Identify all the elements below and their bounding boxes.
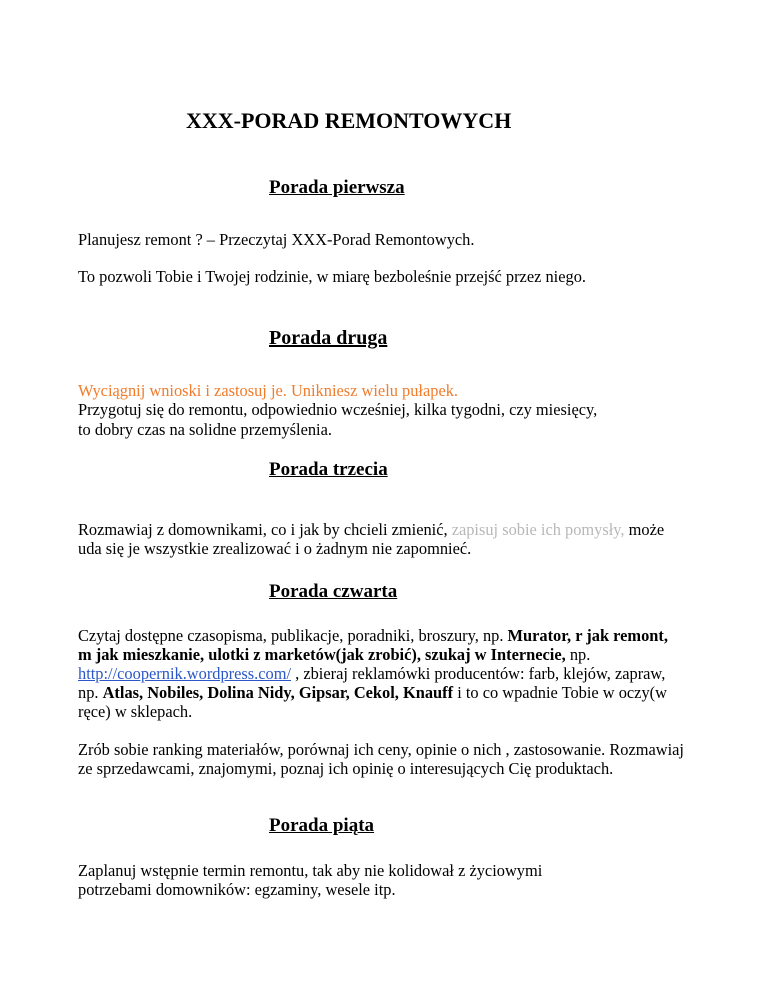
heading-porada-druga: Porada druga bbox=[269, 327, 388, 349]
text-span: Rozmawiaj z domownikami, co i jak by chcieli zmienić, bbox=[78, 520, 452, 539]
text-span: Czytaj dostępne czasopisma, publikacje, poradniki, broszury, np. bbox=[78, 626, 508, 645]
heading-porada-pierwsza: Porada pierwsza bbox=[269, 177, 405, 198]
paragraph: Zaplanuj wstępnie termin remontu, tak aby nie kolidował z życiowymi potrzebami domowników: egzaminy, wesele itp. bbox=[78, 861, 543, 899]
paragraph: To pozwoli Tobie i Twojej rodzinie, w miarę bezboleśnie przejść przez niego. bbox=[78, 267, 586, 286]
highlighted-paragraph: Wyciągnij wnioski i zastosuj je. Unikniesz wielu pułapek. bbox=[78, 381, 459, 400]
heading-porada-piata: Porada piąta bbox=[269, 815, 375, 836]
paragraph: to dobry czas na solidne przemyślenia. bbox=[78, 420, 332, 439]
paragraph bbox=[78, 520, 678, 558]
text-span: , zbieraj reklamówki producentów: farb, klejów, zapraw, np. bbox=[78, 664, 666, 702]
paragraph: Przygotuj się do remontu, odpowiednio wcześniej, kilka tygodni, czy miesięcy, bbox=[78, 400, 598, 419]
bold-text: Atlas, Nobiles, Dolina Nidy, Gipsar, Cekol, Knauff bbox=[102, 683, 454, 702]
text-span: np. bbox=[565, 645, 591, 664]
heading-porada-czwarta: Porada czwarta bbox=[269, 581, 398, 602]
coopernik-link[interactable]: http://coopernik.wordpress.com/ bbox=[78, 664, 292, 683]
paragraph bbox=[78, 626, 678, 721]
paragraph: Zrób sobie ranking materiałów, porównaj ich ceny, opinie o nich , zastosowanie. Rozmawiaj ze sprzedawcami, znajomymi, poznaj ich opinię o interesujących Cię produktach. bbox=[78, 740, 684, 778]
text-span: i to co wpadnie Tobie w oczy(w ręce) w sklepach. bbox=[78, 683, 667, 721]
text-span: może uda się je wszystkie zrealizować i o żadnym nie zapomnieć. bbox=[78, 520, 665, 558]
bold-text: Murator, r jak remont, m jak mieszkanie, ulotki z marketów(jak zrobić), szukaj w Internecie, bbox=[78, 626, 668, 664]
heading-porada-trzecia: Porada trzecia bbox=[269, 459, 388, 480]
paragraph: Planujesz remont ? – Przeczytaj XXX-Porad Remontowych. bbox=[78, 230, 475, 249]
grey-text-span: zapisuj sobie ich pomysły, bbox=[451, 520, 625, 539]
document-title: XXX-PORAD REMONTOWYCH bbox=[186, 108, 512, 133]
